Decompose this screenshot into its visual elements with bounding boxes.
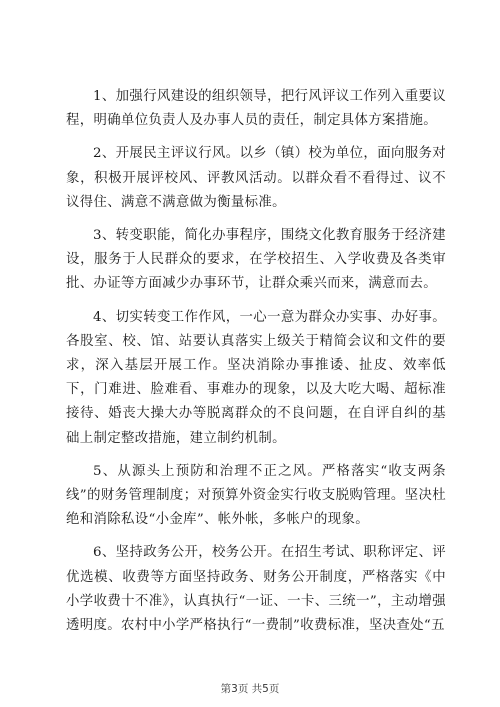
paragraph-1: 1、加强行风建设的组织领导，把行风评议工作列入重要议程，明确单位负责人及办事人员的责任，制定具体方案措施。 (66, 89, 446, 129)
page-footer: 第3页 共5页 (220, 683, 280, 695)
paragraph-3: 3、转变职能，简化办事程序，围绕文化教育服务于经济建设，服务于人民群众的要求，在学校招生、入学收费及各类审批、办证等方面减少办事环节，让群众乘兴而来，满意而去。 (66, 228, 446, 292)
paragraph-5: 5、从源头上预防和治理不正之风。严格落实“收支两条线”的财务管理制度；对预算外资金实行收支脱购管理。坚决杜绝和消除私设“小金库”、帐外帐，多帐户的现象。 (66, 463, 446, 528)
paragraph-2: 2、开展民主评议行风。以乡（镇）校为单位，面向服务对象，积极开展评校风、评教风活动。以群众看不看得过、议不议得住、满意不满意做为衡量标准。 (66, 146, 446, 210)
paragraph-4: 4、切实转变工作作风，一心一意为群众办实事、办好事。各股室、校、馆、站要认真落实上级关于精简会议和文件的要求，深入基层开展工作。坚决消除办事推诿、扯皮、效率低下，门难进、脸难看、事难办的现象，以及大吃大喝、超标准接待、婚丧大操大办等脱离群众的不良问题，在自评自纠的基础上制定整改措施，建立制约机制。 (66, 309, 446, 446)
paragraph-6: 6、坚持政务公开，校务公开。在招生考试、职称评定、评优选模、收费等方面坚持政务、财务公开制度，严格落实《中小学收费十不准》，认真执行“一证、一卡、三统一”，主动增强透明度。农村中小学严格执行“一费制”收费标准，坚决查处“五 (66, 545, 446, 634)
document-body (66, 85, 446, 647)
